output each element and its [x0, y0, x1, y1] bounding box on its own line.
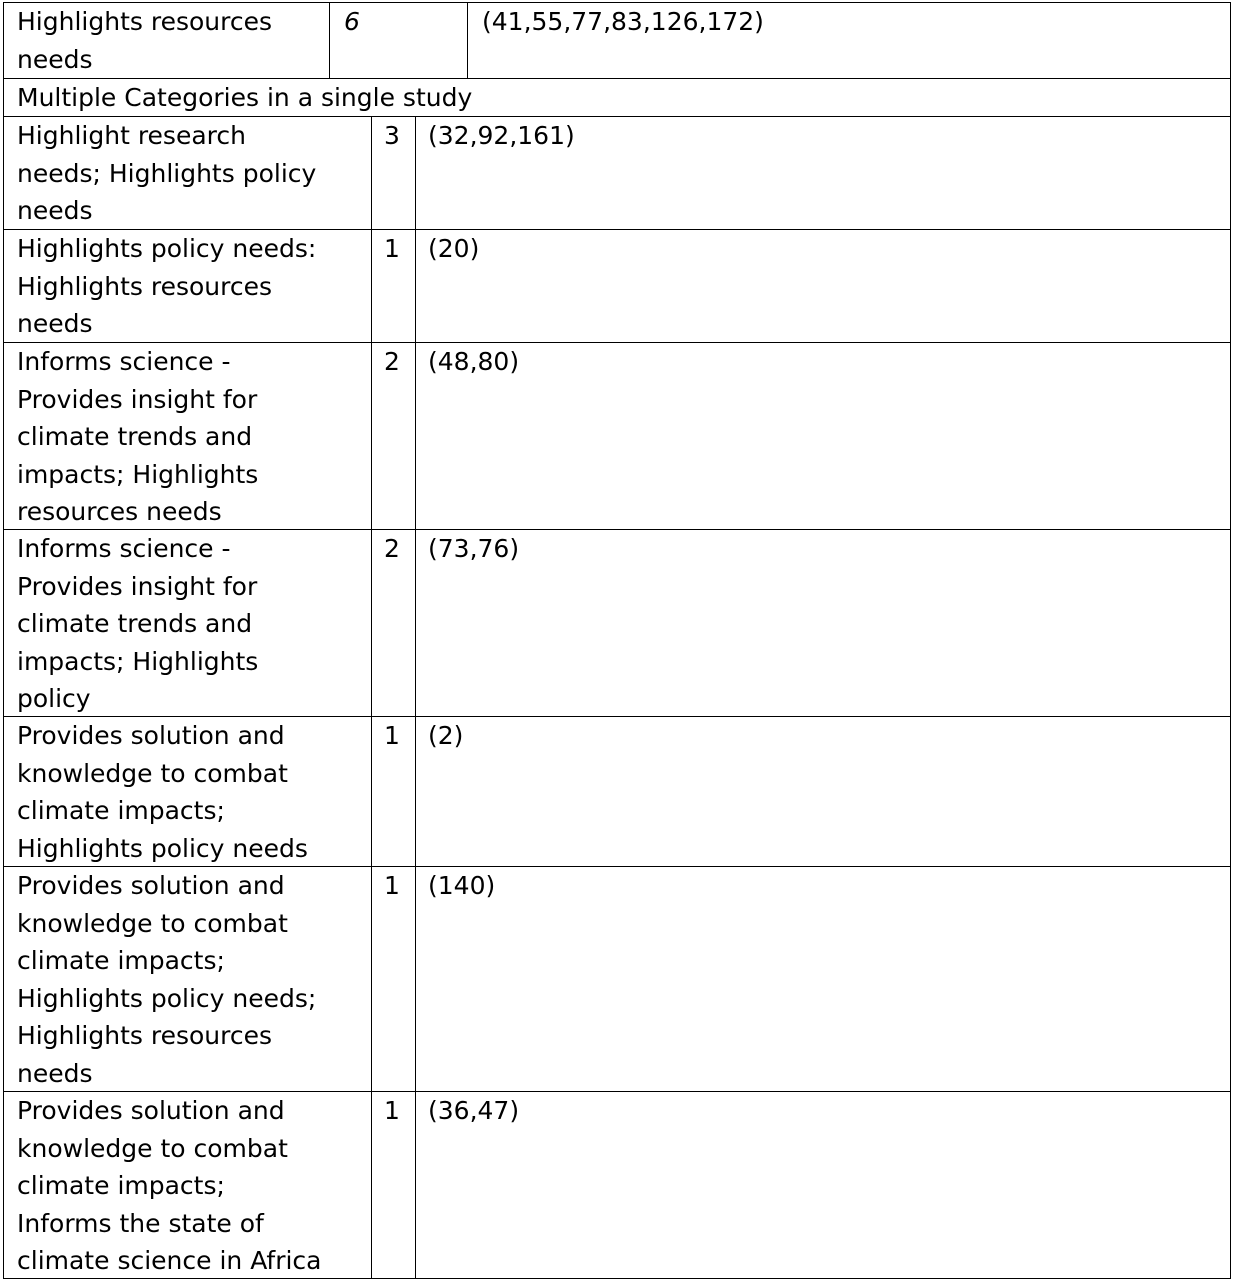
- table-row: [4, 342, 1230, 529]
- table-row: [4, 3, 1230, 78]
- category-cell: Provides solution and knowledge to combat climate impacts; Highlights policy needs: [17, 721, 308, 863]
- count-cell: 3: [371, 117, 415, 229]
- references-cell: (73,76): [415, 530, 1230, 716]
- category-cell: Informs science - Provides insight for climate trends and impacts; Highlights resources needs: [17, 347, 259, 526]
- count-cell: 2: [371, 343, 415, 529]
- table-row: [4, 116, 1230, 229]
- count-cell: 1: [371, 717, 415, 866]
- category-cell: Highlights policy needs: Highlights resources needs: [17, 234, 317, 338]
- table-row: [4, 716, 1230, 866]
- table-row: [4, 866, 1230, 1091]
- section-header-row: [4, 78, 1230, 116]
- references-cell: (41,55,77,83,126,172): [467, 3, 1230, 78]
- category-cell: Provides solution and knowledge to combat climate impacts; Informs the state of climate science in Africa: [17, 1096, 322, 1275]
- category-cell: Informs science - Provides insight for climate trends and impacts; Highlights policy: [17, 534, 259, 713]
- references-cell: (2): [415, 717, 1230, 866]
- category-cell: Highlights resources needs: [17, 7, 272, 74]
- table-row: [4, 529, 1230, 716]
- references-cell: (32,92,161): [415, 117, 1230, 229]
- references-cell: (140): [415, 867, 1230, 1091]
- category-cell: Provides solution and knowledge to combat climate impacts; Highlights policy needs; Highlights resources needs: [17, 871, 317, 1088]
- references-cell: (20): [415, 230, 1230, 342]
- count-cell: 1: [371, 230, 415, 342]
- table-row: [4, 229, 1230, 342]
- category-cell: Highlight research needs; Highlights policy needs: [17, 121, 317, 225]
- count-cell: 1: [371, 867, 415, 1091]
- count-cell: 2: [371, 530, 415, 716]
- section-header: Multiple Categories in a single study: [17, 83, 473, 112]
- references-cell: (48,80): [415, 343, 1230, 529]
- count-cell: 1: [371, 1092, 415, 1278]
- table-row: [4, 1091, 1230, 1278]
- count-cell: 6: [329, 3, 467, 78]
- summary-table: [3, 2, 1231, 1279]
- references-cell: (36,47): [415, 1092, 1230, 1278]
